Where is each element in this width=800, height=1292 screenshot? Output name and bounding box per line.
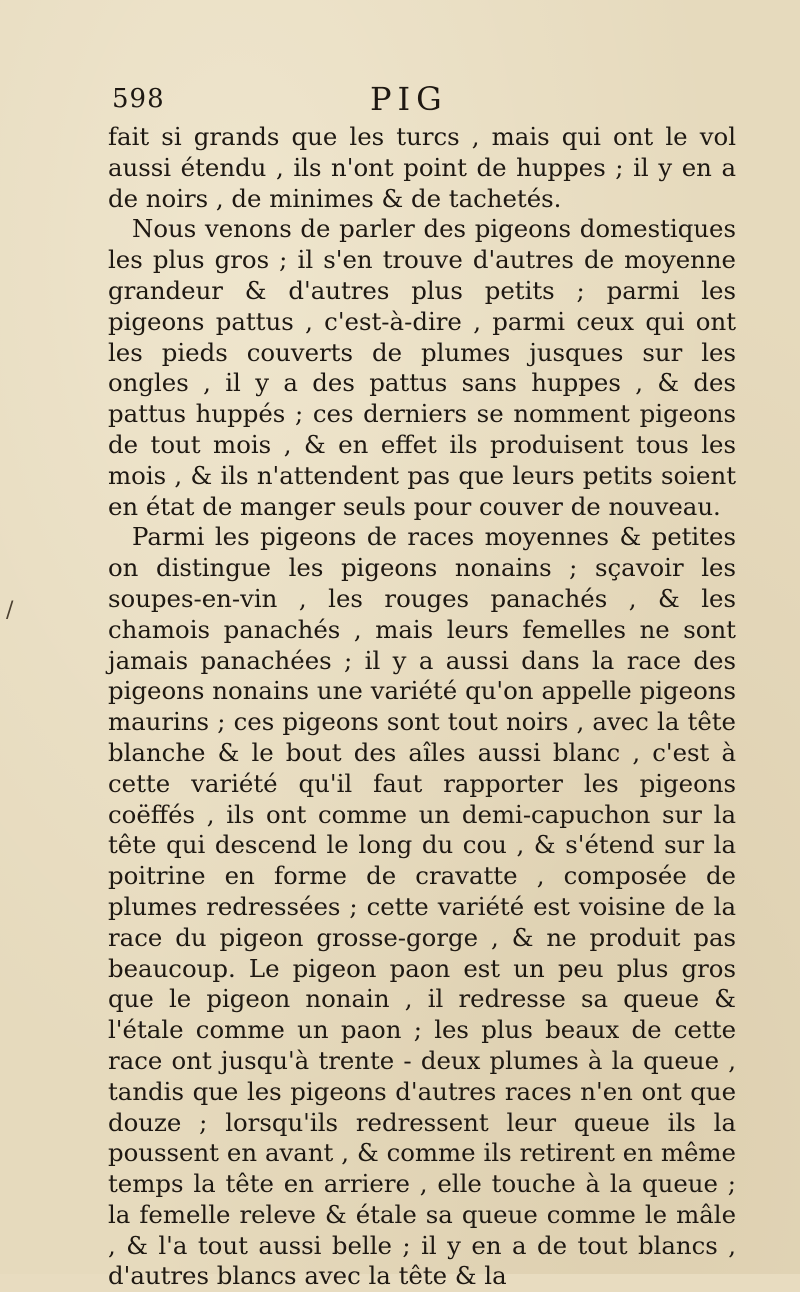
paragraph-nonain-pigeons: Parmi les pigeons de races moyennes & petites on distingue les pigeons nonains ; sçavoir les soupes-en-vin , les rouges panachés , & les chamois panachés , mais leurs femelles ne sont jamais panachées ; il y a aussi dans la race des pigeons nonains une variété qu'on appelle pigeons maurins ; ces pigeons sont tout noirs , avec la tête blanche & le bout des aîles aussi blanc , c'est à cette variété qu'il faut rapporter les pigeons coëffés , ils ont comme un demi-capuchon sur la tête qui descend le long du cou , & s'étend sur la poitrine en forme de cravatte , composée de plumes redressées ; cette variété est voisine de la race du pigeon grosse-gorge , & ne produit pas beaucoup. Le pigeon paon est un peu plus gros que le pigeon nonain , il redresse sa queue & l'étale comme un paon ; les plus beaux de cette race ont jusqu'à trente - deux plumes à la queue , tandis que les pigeons d'autres races n'en ont que douze ; lorsqu'ils redressent leur queue ils la poussent en avant , & comme ils retirent en même temps la tête en arriere , elle touche à la queue ; la femelle releve & étale sa queue comme le mâle , & l'a tout aussi belle ; il y en a de tout blancs , d'autres blancs avec la tête & la	[108, 522, 736, 1291]
page-number: 598	[112, 84, 165, 114]
paragraph-continuation: fait si grands que les turcs , mais qui ont le vol aussi étendu , ils n'ont point de huppes ; il y en a de noirs , de minimes & de tachetés.	[108, 122, 736, 213]
running-head: PIG	[370, 80, 448, 118]
margin-mark: /	[6, 598, 14, 623]
body-text	[108, 122, 736, 1292]
page-header	[108, 78, 748, 118]
paragraph-domestic-pigeons: Nous venons de parler des pigeons domestiques les plus gros ; il s'en trouve d'autres de moyenne grandeur & d'autres plus petits ; parmi les pigeons pattus , c'est-à-dire , parmi ceux qui ont les pieds couverts de plumes jusques sur les ongles , il y a des pattus sans huppes , & des pattus huppés ; ces derniers se nomment pigeons de tout mois , & en effet ils produisent tous les mois , & ils n'attendent pas que leurs petits soient en état de manger seuls pour couver de nouveau.	[108, 214, 736, 521]
